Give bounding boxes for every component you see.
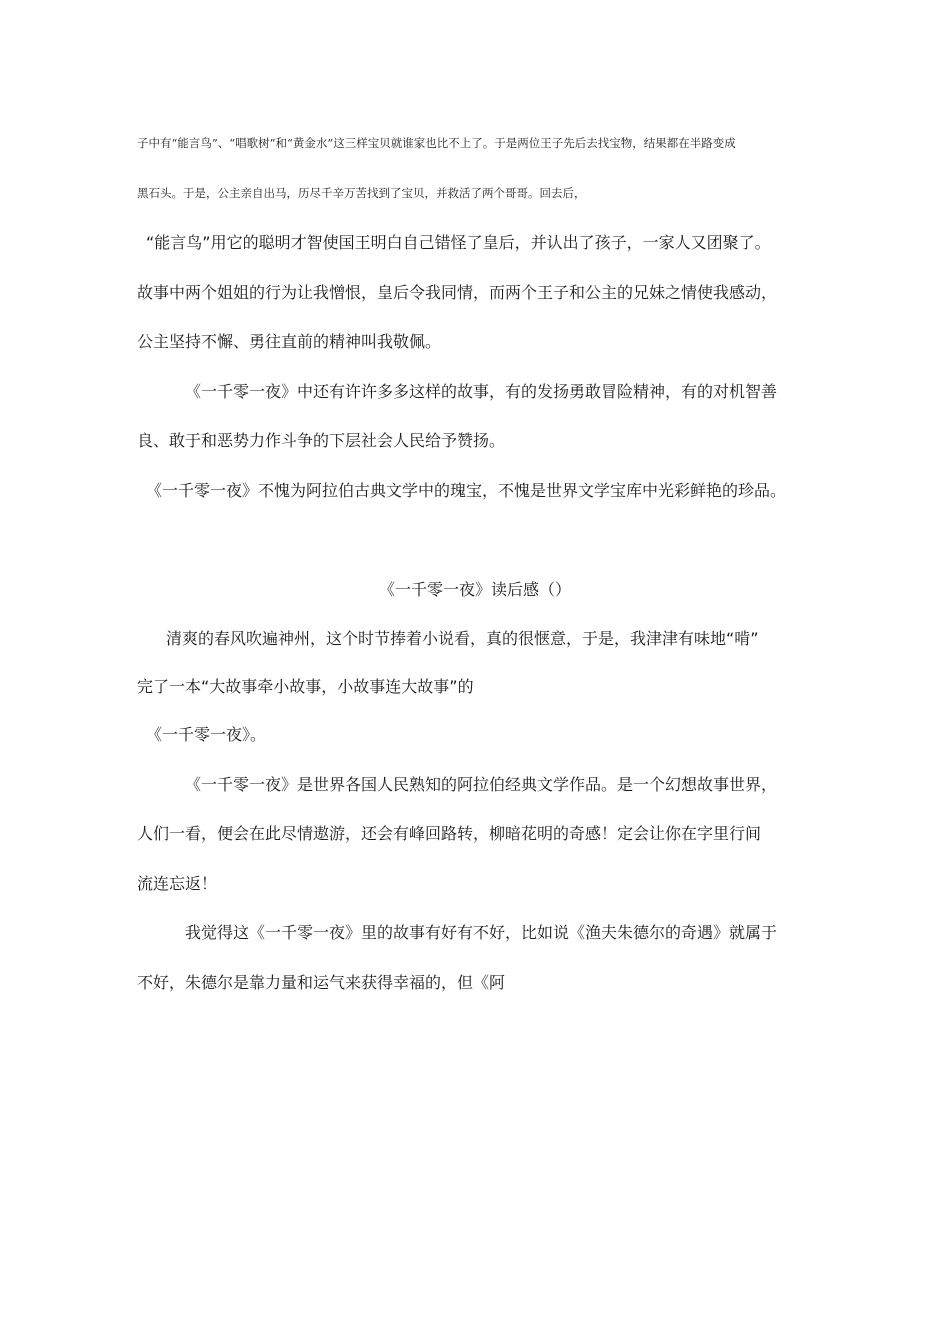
text-line-4: 故事中两个姐姐的行为让我憎恨，皇后令我同情，而两个王子和公主的兄妹之情使我感动， xyxy=(137,283,778,302)
text-line-7: 良、敢于和恶势力作斗争的下层社会人民给予赞扬。 xyxy=(137,431,506,450)
text-line-3: “能言鸟”用它的聪明才智使国王明白自己错怪了皇后，并认出了孩子，一家人又团聚了。 xyxy=(146,233,771,252)
text-line-12: 《一千零一夜》。 xyxy=(146,725,267,744)
text-line-11: 完了一本“大故事牵小故事，小故事连大故事”的 xyxy=(137,677,474,696)
text-line-1: 子中有“能言鸟”、“唱歌树”和“黄金水”这三样宝贝就谁家也比不上了。于是两位王子先后去找宝物，结果都在半路变成 xyxy=(137,137,736,150)
text-line-5: 公主坚持不懈、勇往直前的精神叫我敬佩。 xyxy=(137,332,442,351)
text-line-17: 不好，朱德尔是靠力量和运气来获得幸福的，但《阿 xyxy=(137,973,506,992)
text-line-10: 清爽的春风吹遍神州，这个时节捧着小说看，真的很惬意，于是，我津津有味地“啃” xyxy=(166,629,759,648)
text-line-8: 《一千零一夜》不愧为阿拉伯古典文学中的瑰宝，不愧是世界文学宝库中光彩鲜艳的珍品。 xyxy=(146,481,787,500)
text-line-6: 《一千零一夜》中还有许许多多这样的故事，有的发扬勇敢冒险精神，有的对机智善 xyxy=(185,382,778,401)
text-line-13: 《一千零一夜》是世界各国人民熟知的阿拉伯经典文学作品。是一个幻想故事世界， xyxy=(185,775,778,794)
text-line-2: 黑石头。于是，公主亲自出马，历尽千辛万苦找到了宝贝，并救活了两个哥哥。回去后， xyxy=(137,187,586,200)
text-line-15: 流连忘返！ xyxy=(137,874,218,893)
text-line-16: 我觉得这《一千零一夜》里的故事有好有不好，比如说《渔夫朱德尔的奇遇》就属于 xyxy=(185,923,778,942)
section-title: 《一千零一夜》读后感（） xyxy=(378,580,571,599)
text-line-14: 人们一看，便会在此尽情遨游，还会有峰回路转，柳暗花明的奇感！定会让你在字里行间 xyxy=(137,824,762,843)
